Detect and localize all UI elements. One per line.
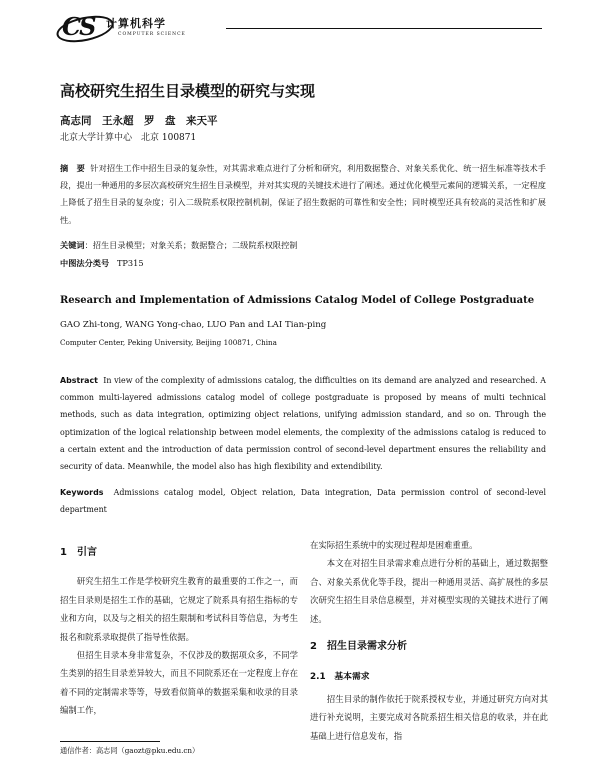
abstract-cn bbox=[60, 160, 546, 229]
section-2-title: 2 招生目录需求分析 bbox=[310, 641, 407, 653]
abstract-en bbox=[60, 372, 546, 475]
authors-cn: 高志同 王永超 罗 盘 来天平 bbox=[60, 115, 218, 127]
clc-number bbox=[60, 255, 546, 272]
section-2-1-paragraph: 招生目录的制作依托于院系授权专业，并通过研究方向对其进行补充说明，主要完成对各院系招生相关信息的收录，并在此基础上进行信息发布，指 bbox=[310, 693, 548, 741]
section-1-title: 1 引言 bbox=[60, 547, 97, 558]
logo-text-en: COMPUTER SCIENCE bbox=[118, 32, 186, 37]
footnote: 通信作者：高志同（gaozt@pku.edu.cn） bbox=[60, 746, 200, 755]
clc-label: 中图法分类号 bbox=[60, 258, 110, 268]
keywords-cn-text: ：招生目录模型；对象关系；数据整合；二级院系权限控制 bbox=[84, 240, 298, 250]
abstract-cn-text: 针对招生工作中招生目录的复杂性，对其需求难点进行了分析和研究，利用数据整合、对象关系优化、统一招生标准等技术手段，提出一种通用的多层次高校研究生招生目录模型，并对其实现的关键技术进行了阐述。通过优化模型元素间的逻辑关系，一定程度上降低了招生目录的复杂度；引入二级院系权限控制机制，保证了招生数据的可靠性和安全性；同时模型还具有较高的灵活性和扩展性。 bbox=[60, 163, 546, 225]
left-column bbox=[60, 544, 298, 720]
continued-paragraph: 在实际招生系统中的实现过程却是困难重重。 bbox=[310, 540, 478, 550]
keywords-cn bbox=[60, 237, 546, 254]
affiliation-cn: 北京大学计算中心 北京 100871 bbox=[60, 133, 197, 143]
intro-paragraph: 本文在对招生目录需求难点进行分析的基础上，通过数据整合、对象关系优化等手段，提出一种通用灵活、高扩展性的多层次研究生招生目录信息模型，并对模型实现的关键技术进行了阐述。 bbox=[310, 558, 548, 624]
section-1-paragraph: 研究生招生工作是学校研究生教育的最重要的工作之一，而招生目录则是招生工作的基础，它规定了院系具有招生指标的专业和方向，以及与之相关的招生限制和考试科目等信息，为考生报名和院系录取提供了指导性依据。 bbox=[60, 576, 298, 642]
keywords-cn-label: 关键词 bbox=[60, 240, 85, 250]
abstract-en-label: Abstract bbox=[60, 376, 98, 385]
logo-text-cn: 计算机科学 bbox=[106, 17, 166, 30]
keywords-en-label: Keywords bbox=[60, 488, 104, 497]
section-2-1-title: 2.1 基本需求 bbox=[310, 672, 370, 683]
keywords-en-text: Admissions catalog model, Object relation, Data integration, Data permission control of second-level department bbox=[60, 488, 546, 515]
footnote-rule bbox=[60, 741, 160, 742]
logo-mark: CS bbox=[62, 12, 95, 41]
right-column bbox=[310, 536, 548, 745]
journal-logo bbox=[62, 12, 222, 46]
keywords-en bbox=[60, 484, 546, 518]
paper-title-en: Research and Implementation of Admissions Catalog Model of College Postgraduate bbox=[60, 295, 535, 306]
authors-en: GAO Zhi-tong, WANG Yong-chao, LUO Pan and LAI Tian-ping bbox=[60, 320, 327, 330]
affiliation-en: Computer Center, Peking University, Beijing 100871, China bbox=[60, 338, 277, 347]
clc-value: TP315 bbox=[116, 258, 144, 268]
paper-title-cn: 高校研究生招生目录模型的研究与实现 bbox=[60, 82, 316, 100]
section-1-paragraph: 但招生目录本身非常复杂，不仅涉及的数据项众多，不同学生类别的招生目录差异较大，而且不同院系还在一定程度上存在着不同的定制需求等等，导致看似简单的数据采集和收录的目录编制工作， bbox=[60, 650, 298, 716]
abstract-en-text: In view of the complexity of admissions catalog, the difficulties on its demand are analyzed and researched. A common multi-layered admissions catalog model of college postgraduate is proposed by means of multi technical methods, such as data integration, optimizing object relations, unifying admission standard, and so on. Through the optimization of the logical relationship between model elements, the complexity of the admissions catalog is reduced to a certain extent and the introduction of data permission control of second-level department ensures the reliability and security of data. Meanwhile, the model also has high flexibility and extendibility. bbox=[60, 376, 546, 472]
abstract-cn-label: 摘 要 bbox=[60, 163, 85, 173]
header-rule bbox=[226, 28, 542, 29]
